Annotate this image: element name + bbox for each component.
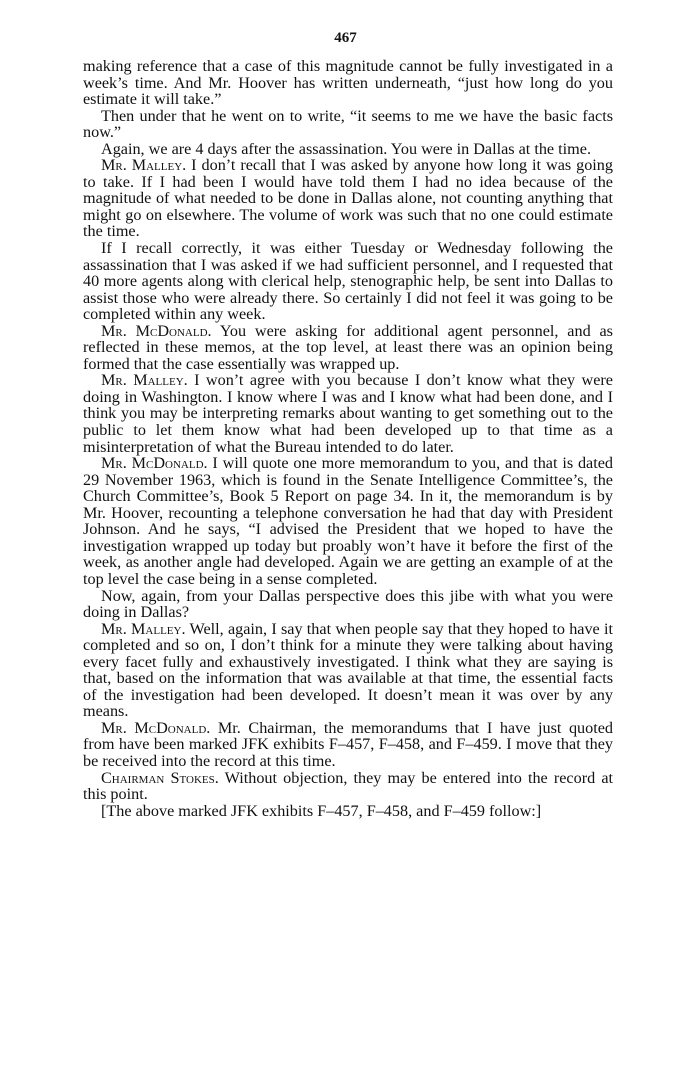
speaker-name: Mr. McDonald. — [101, 454, 208, 473]
paragraph — [83, 108, 613, 141]
paragraph-text: Now, again, from your Dallas perspective does this jibe with what you were doing in Dallas? — [83, 586, 613, 622]
speaker-name: Mr. Malley. — [101, 619, 186, 638]
paragraph — [83, 323, 613, 373]
paragraph-text: I will quote one more memorandum to you, and that is dated 29 November 1963, which is found in the Senate Intelligence Committee’s, the Church Committee’s, Book 5 Report on page 34. In it, the memorandum is by Mr. Hoover, recounting a telephone conversation he had that day with President Johnson. And he says, “I advised the President that we hoped to have the investigation wrapped up today but proably won’t have it before the first of the week, as another angle had developed. Again we are getting an example of at the top level the case being in a sense completed. — [83, 454, 613, 588]
paragraph — [83, 588, 613, 621]
exhibit-note — [83, 803, 613, 820]
speaker-name: Chairman Stokes. — [101, 768, 219, 787]
paragraph-text: I won’t agree with you because I don’t know what they were doing in Washington. I know where I was and I know what had been done, and I think you may be interpreting remarks about wanting to get something out to the public to let them know what had been developed up to that time as a misinterpretation of what the Bureau intended to do later. — [83, 371, 613, 456]
paragraph — [83, 621, 613, 720]
paragraph-text: making reference that a case of this magnitude cannot be fully investigated in a week’s time. And Mr. Hoover has written underneath, “just how long do you estimate it will take.” — [83, 57, 613, 109]
page-number: 467 — [334, 30, 357, 46]
paragraph — [83, 770, 613, 803]
speaker-name: Mr. Malley. — [101, 156, 187, 175]
paragraph — [83, 58, 613, 108]
paragraph — [83, 240, 613, 323]
paragraph — [83, 157, 613, 240]
paragraph-text: Well, again, I say that when people say that they hoped to have it completed and so on, I don’t think for a minute they were talking about having every facet fully and exhaustively investigated. I think what they are saying is that, based on the information that was available at that time, the essential facts of the investigation had been developed. It doesn’t mean it was over by any means. — [83, 619, 613, 721]
paragraph — [83, 141, 613, 158]
speaker-name: Mr. McDonald. — [101, 321, 212, 340]
speaker-name: Mr. McDonald. — [101, 718, 211, 737]
paragraph-text: Without objection, they may be entered into the record at this point. — [83, 768, 613, 804]
paragraph-text: You were asking for additional agent personnel, and as reflected in these memos, at the top level, at least there was an opinion being formed that the case essentially was wrapped up. — [83, 321, 613, 373]
paragraph — [83, 455, 613, 587]
paragraph-text: Then under that he went on to write, “it seems to me we have the basic facts now.” — [83, 106, 613, 142]
paragraph-text: Mr. Chairman, the memorandums that I have just quoted from have been marked JFK exhibits F–457, F–458, and F–459. I move that they be received into the record at this time. — [83, 718, 613, 770]
paragraph — [83, 372, 613, 455]
document-body — [83, 58, 613, 819]
paragraph — [83, 720, 613, 770]
paragraph-text: If I recall correctly, it was either Tuesday or Wednesday following the assassination that I was asked if we had sufficient personnel, and I requested that 40 more agents along with clerical help, stenographic help, be sent into Dallas to assist those who were already there. So certainly I did not feel it was going to be completed within any week. — [83, 239, 613, 324]
paragraph-text: Again, we are 4 days after the assassination. You were in Dallas at the time. — [101, 139, 591, 158]
speaker-name: Mr. Malley. — [101, 371, 188, 390]
paragraph-text: [The above marked JFK exhibits F–457, F–458, and F–459 follow:] — [101, 801, 542, 820]
paragraph-text: I don’t recall that I was asked by anyone how long it was going to take. If I had been I would have told them I had no idea because of the magnitude of what needed to be done in Dallas alone, not counting anything that might go on elsewhere. The volume of work was such that no one could estimate the time. — [83, 156, 613, 241]
